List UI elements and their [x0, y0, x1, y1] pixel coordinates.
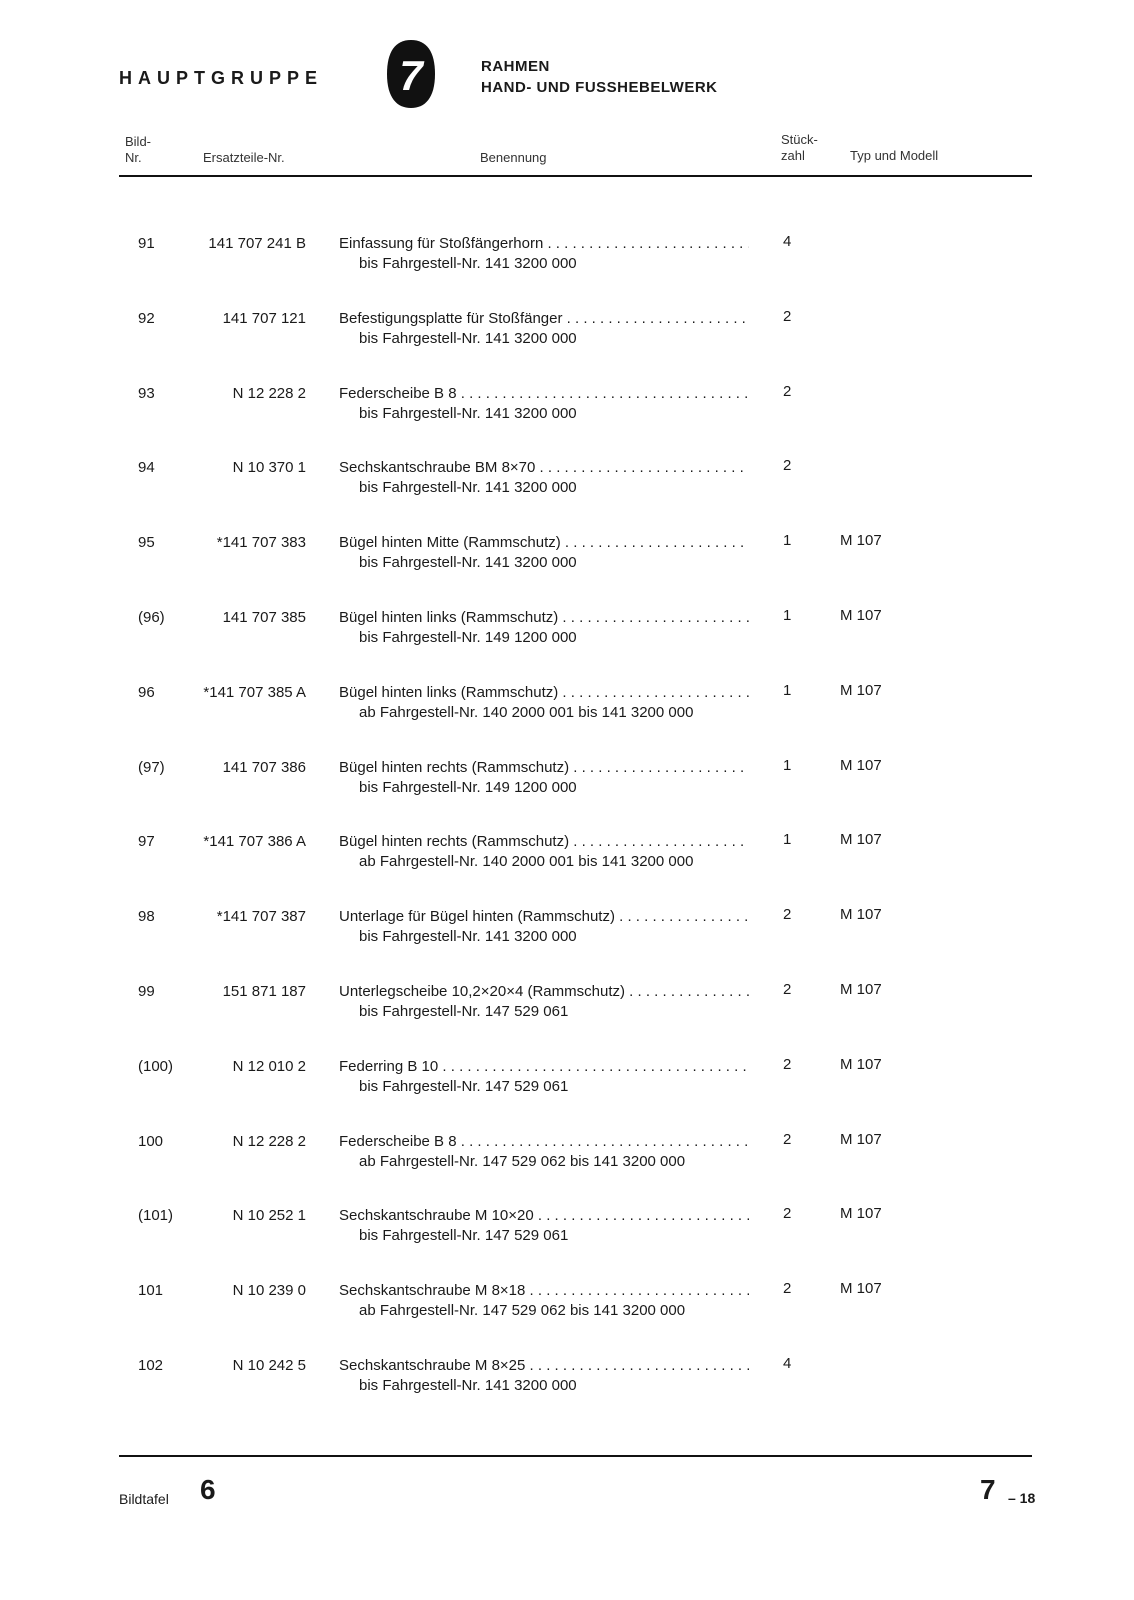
header-rule: [119, 175, 1032, 177]
col-stueckzahl: [781, 132, 818, 164]
chassis-range: bis Fahrgestell-Nr. 141 3200 000: [359, 928, 577, 945]
table-row: [0, 235, 1134, 285]
part-name: Bügel hinten Mitte (Rammschutz) . . .: [339, 534, 749, 551]
type-model: M 107: [840, 682, 882, 699]
quantity: 2: [783, 981, 792, 998]
part-number: N 12 228 2: [232, 385, 306, 402]
title-line-2: HAND- UND FUSSHEBELWERK: [481, 79, 718, 96]
part-number: N 10 252 1: [232, 1207, 306, 1224]
table-row: [0, 759, 1134, 809]
bild-nr: 99: [138, 983, 155, 1000]
chassis-range: bis Fahrgestell-Nr. 149 1200 000: [359, 629, 577, 646]
part-number: 151 871 187: [222, 983, 306, 1000]
bild-nr: 98: [138, 908, 155, 925]
table-row: [0, 310, 1134, 360]
type-model: M 107: [840, 1205, 882, 1222]
part-number: 141 707 385: [222, 609, 306, 626]
bild-nr: (96): [138, 609, 165, 626]
part-number: *141 707 387: [216, 908, 306, 925]
bild-nr: 91: [138, 235, 155, 252]
quantity: 1: [783, 831, 792, 848]
chassis-range: bis Fahrgestell-Nr. 141 3200 000: [359, 405, 577, 422]
chassis-range: bis Fahrgestell-Nr. 147 529 061: [359, 1078, 569, 1095]
quantity: 1: [783, 532, 792, 549]
bild-nr: 102: [138, 1357, 164, 1374]
type-model: M 107: [840, 831, 882, 848]
page-number-sub: – 18: [1008, 1490, 1036, 1506]
part-name: Unterlegscheibe 10,2×20×4 (Rammschutz) . . .: [339, 983, 749, 1000]
table-row: [0, 1282, 1134, 1332]
chassis-range: bis Fahrgestell-Nr. 141 3200 000: [359, 554, 577, 571]
table-row: [0, 684, 1134, 734]
type-model: M 107: [840, 1131, 882, 1148]
part-number: N 10 242 5: [232, 1357, 306, 1374]
col-typ-modell: Typ und Modell: [850, 148, 939, 163]
bild-nr: (100): [138, 1058, 174, 1075]
col-stueck-line1: Stück-: [781, 132, 818, 147]
part-number: N 12 010 2: [232, 1058, 306, 1075]
bild-nr: 95: [138, 534, 155, 551]
part-name: Befestigungsplatte für Stoßfänger . . .: [339, 310, 749, 327]
table-row: [0, 833, 1134, 883]
type-model: M 107: [840, 757, 882, 774]
part-number: N 10 370 1: [232, 459, 306, 476]
chassis-range: bis Fahrgestell-Nr. 141 3200 000: [359, 255, 577, 272]
table-row: [0, 534, 1134, 584]
part-name: Bügel hinten rechts (Rammschutz) . . .: [339, 759, 749, 776]
footer-rule: [119, 1455, 1032, 1457]
title-line-1: RAHMEN: [481, 58, 550, 75]
part-number: N 10 239 0: [232, 1282, 306, 1299]
part-number: 141 707 386: [222, 759, 306, 776]
part-name: Sechskantschraube M 8×25 . . .: [339, 1357, 749, 1374]
group-number-badge: [385, 38, 437, 110]
part-name: Sechskantschraube M 10×20 . . .: [339, 1207, 749, 1224]
col-ersatzteile: Ersatzteile-Nr.: [203, 150, 285, 165]
table-row: [0, 609, 1134, 659]
quantity: 2: [783, 1056, 792, 1073]
part-name: Federring B 10 . . .: [339, 1058, 749, 1075]
part-name: Bügel hinten links (Rammschutz) . . .: [339, 684, 749, 701]
quantity: 2: [783, 308, 792, 325]
quantity: 4: [783, 1355, 792, 1372]
chassis-range: bis Fahrgestell-Nr. 141 3200 000: [359, 479, 577, 496]
part-name: Federscheibe B 8 . . .: [339, 385, 749, 402]
bildtafel-label: Bildtafel: [119, 1491, 169, 1507]
quantity: 1: [783, 607, 792, 624]
col-stueck-line2: zahl: [781, 148, 805, 163]
type-model: M 107: [840, 906, 882, 923]
bild-nr: 94: [138, 459, 155, 476]
part-name: Federscheibe B 8 . . .: [339, 1133, 749, 1150]
part-name: Sechskantschraube BM 8×70 . . .: [339, 459, 749, 476]
part-name: Bügel hinten rechts (Rammschutz) . . .: [339, 833, 749, 850]
type-model: M 107: [840, 607, 882, 624]
bild-nr: 100: [138, 1133, 164, 1150]
hauptgruppe-label: HAUPTGRUPPE: [119, 68, 324, 88]
type-model: M 107: [840, 532, 882, 549]
table-row: [0, 908, 1134, 958]
table-row: [0, 1058, 1134, 1108]
part-name: Einfassung für Stoßfängerhorn . . .: [339, 235, 749, 252]
quantity: 2: [783, 906, 792, 923]
col-benennung: Benennung: [480, 150, 547, 165]
bild-nr: 96: [138, 684, 155, 701]
bild-nr: 101: [138, 1282, 164, 1299]
part-number: *141 707 385 A: [203, 684, 306, 701]
quantity: 1: [783, 682, 792, 699]
part-number: *141 707 383: [216, 534, 306, 551]
chassis-range: bis Fahrgestell-Nr. 147 529 061: [359, 1227, 569, 1244]
chassis-range: ab Fahrgestell-Nr. 140 2000 001 bis 141 3200 000: [359, 853, 694, 870]
table-row: [0, 1133, 1134, 1183]
chassis-range: bis Fahrgestell-Nr. 147 529 061: [359, 1003, 569, 1020]
quantity: 2: [783, 1205, 792, 1222]
chassis-range: bis Fahrgestell-Nr. 141 3200 000: [359, 330, 577, 347]
type-model: M 107: [840, 1056, 882, 1073]
part-number: 141 707 121: [222, 310, 306, 327]
bild-nr: 97: [138, 833, 155, 850]
bildtafel-number: 6: [200, 1474, 216, 1505]
part-number: N 12 228 2: [232, 1133, 306, 1150]
quantity: 2: [783, 383, 792, 400]
col-bild-line1: Bild-: [125, 134, 152, 149]
group-number: 7: [399, 52, 423, 99]
page-number-main: 7: [980, 1474, 996, 1505]
type-model: M 107: [840, 981, 882, 998]
table-row: [0, 983, 1134, 1033]
table-row: [0, 1207, 1134, 1257]
type-model: M 107: [840, 1280, 882, 1297]
bild-nr: 92: [138, 310, 155, 327]
part-name: Unterlage für Bügel hinten (Rammschutz) . . .: [339, 908, 749, 925]
col-bild-line2: Nr.: [125, 150, 142, 165]
chassis-range: bis Fahrgestell-Nr. 141 3200 000: [359, 1377, 577, 1394]
bild-nr: 93: [138, 385, 155, 402]
chassis-range: ab Fahrgestell-Nr. 147 529 062 bis 141 3200 000: [359, 1302, 686, 1319]
quantity: 2: [783, 1131, 792, 1148]
table-row: [0, 385, 1134, 435]
part-number: 141 707 241 B: [208, 235, 306, 252]
chassis-range: ab Fahrgestell-Nr. 140 2000 001 bis 141 3200 000: [359, 704, 694, 721]
col-bild-nr: [125, 134, 151, 166]
bild-nr: (101): [138, 1207, 174, 1224]
part-number: *141 707 386 A: [203, 833, 306, 850]
section-title: [481, 56, 718, 98]
chassis-range: ab Fahrgestell-Nr. 147 529 062 bis 141 3200 000: [359, 1153, 686, 1170]
quantity: 2: [783, 1280, 792, 1297]
chassis-range: bis Fahrgestell-Nr. 149 1200 000: [359, 779, 577, 796]
part-name: Bügel hinten links (Rammschutz) . . .: [339, 609, 749, 626]
bild-nr: (97): [138, 759, 165, 776]
table-row: [0, 1357, 1134, 1407]
quantity: 2: [783, 457, 792, 474]
table-row: [0, 459, 1134, 509]
quantity: 1: [783, 757, 792, 774]
part-name: Sechskantschraube M 8×18 . . .: [339, 1282, 749, 1299]
quantity: 4: [783, 233, 792, 250]
